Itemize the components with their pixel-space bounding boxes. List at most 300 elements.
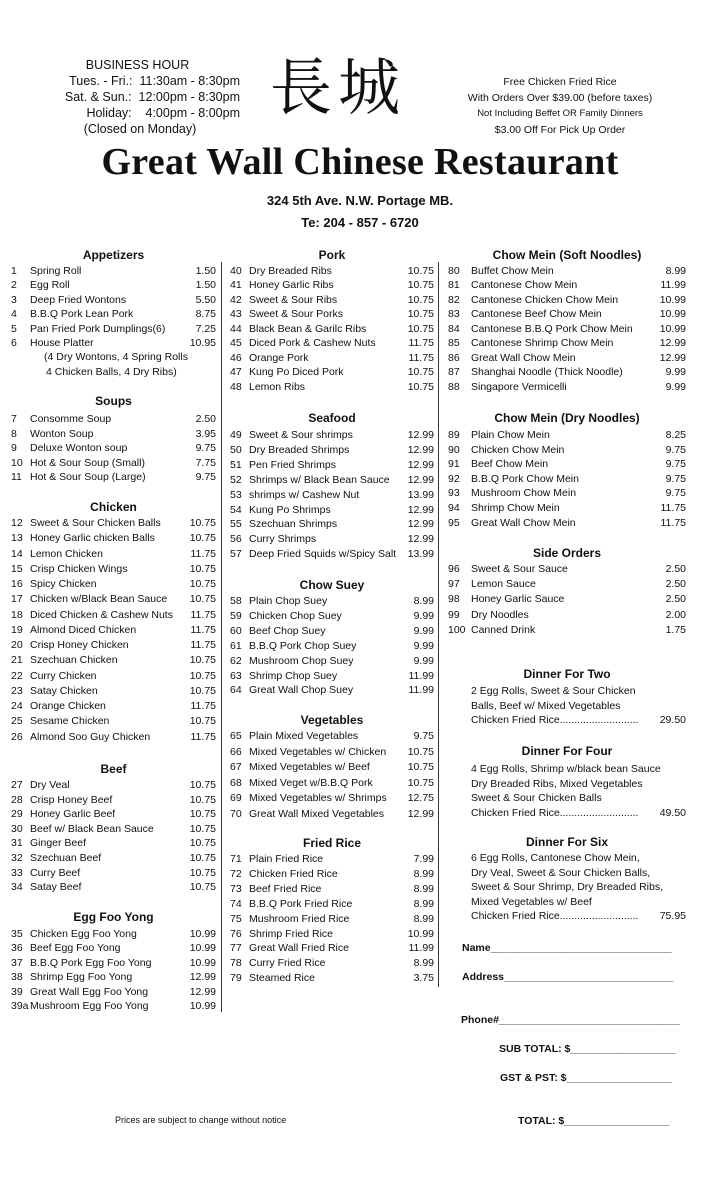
item-price: 10.75 [189, 684, 216, 697]
item-number: 68 [230, 776, 242, 789]
item-number: 98 [448, 593, 460, 606]
item-number: 81 [448, 279, 460, 292]
item-price: 10.75 [407, 380, 434, 393]
item-name: Chicken Egg Foo Yong [30, 928, 137, 940]
menu-item [230, 776, 434, 790]
menu-item [448, 516, 686, 530]
section-heading: Vegetables [300, 713, 364, 727]
tax-field[interactable]: GST & PST: $__________________ [500, 1072, 672, 1084]
item-number: 37 [11, 956, 23, 969]
item-name: Lemon Sauce [471, 578, 536, 591]
item-name: Satay Beef [30, 881, 82, 894]
menu-item [11, 730, 216, 744]
item-name: Mushroom Chop Suey [249, 654, 354, 667]
item-price: 11.75 [190, 730, 216, 743]
item-name: B.B.Q Pork Chop Suey [249, 639, 357, 652]
item-price: 10.75 [189, 837, 216, 850]
item-name: Steamed Rice [249, 972, 315, 985]
item-price: 11.99 [408, 669, 434, 682]
item-price: 9.75 [665, 458, 686, 471]
item-price: 8.99 [413, 867, 434, 880]
item-price: 12.99 [407, 518, 434, 531]
section-heading: Side Orders [532, 546, 602, 560]
total-field[interactable]: TOTAL: $__________________ [518, 1115, 670, 1127]
item-name: Lemon Ribs [249, 380, 306, 393]
item-number: 100 [448, 623, 466, 636]
item-name: Crisp Honey Chicken [30, 639, 129, 651]
item-name: Szechuan Beef [30, 852, 102, 864]
item-price: 10.75 [189, 808, 216, 821]
menu-item [230, 473, 434, 487]
item-name: Plain Chop Suey [249, 595, 328, 607]
item-name: Deep Fried Squids w/Spicy Salt [249, 548, 397, 561]
menu-item [230, 443, 434, 457]
item-price: 10.95 [189, 337, 216, 349]
item-price: 2.50 [665, 563, 686, 575]
menu-item [230, 941, 434, 955]
item-number: 36 [11, 942, 23, 955]
menu-item [11, 322, 216, 336]
item-name: Curry Fried Rice [249, 957, 326, 970]
item-name: Great Wall Egg Foo Yong [30, 985, 149, 998]
dinner-price: 75.95 [659, 910, 686, 922]
item-name: Ginger Beef [30, 837, 87, 850]
item-price: 5.50 [195, 293, 216, 306]
item-number: 51 [230, 458, 242, 471]
menu-item [11, 669, 216, 683]
dinner-line: 2 Egg Rolls, Sweet & Sour Chicken [471, 685, 636, 697]
menu-item [11, 999, 216, 1013]
menu-item [230, 791, 434, 805]
menu-item [11, 985, 216, 999]
item-number: 29 [11, 808, 23, 821]
item-price: 9.75 [195, 471, 216, 484]
item-price: 8.99 [413, 897, 434, 910]
item-price: 9.75 [665, 472, 686, 485]
dinner-heading: Dinner For Two [523, 667, 611, 681]
menu-item [11, 941, 216, 955]
dinner-line: Balls, Beef w/ Mixed Vegetables [471, 699, 621, 712]
item-price: 9.75 [665, 443, 686, 456]
item-number: 63 [230, 669, 242, 682]
item-number: 58 [230, 595, 242, 607]
menu-item [11, 714, 216, 728]
item-name: Honey Garlic Beef [30, 808, 116, 821]
item-name: Spring Roll [30, 265, 82, 277]
menu-item [448, 278, 686, 292]
dinner-line: 4 Egg Rolls, Shrimp w/black bean Sauce [471, 763, 661, 775]
item-name: Szechuan Chicken [30, 654, 118, 667]
item-name: Mushroom Chow Mein [471, 487, 577, 500]
section-heading: Seafood [308, 411, 356, 425]
item-price: 11.75 [190, 639, 216, 651]
menu-item [11, 470, 216, 484]
item-name: Egg Roll [30, 279, 70, 292]
item-price: 10.99 [659, 308, 686, 321]
item-name: Sweet & Sour Sauce [471, 563, 568, 575]
item-price: 10.99 [189, 1000, 216, 1013]
item-price: 8.99 [413, 912, 434, 925]
item-name: Crisp Chicken Wings [30, 562, 128, 575]
item-note: (4 Dry Wontons, 4 Spring Rolls [44, 351, 188, 363]
item-name: Dry Veal [30, 779, 70, 791]
item-name: Mushroom Fried Rice [249, 912, 350, 925]
item-name: Deep Fried Wontons [30, 293, 127, 306]
item-name: Wonton Soup [30, 427, 94, 440]
item-number: 10 [11, 456, 23, 469]
item-number: 90 [448, 443, 460, 456]
dinner-description [471, 684, 686, 728]
item-name: Lemon Chicken [30, 547, 103, 560]
item-price: 10.99 [189, 956, 216, 969]
item-name: Shrimps w/ Black Bean Sauce [249, 473, 390, 486]
menu-item [230, 458, 434, 472]
address-field[interactable]: Address_____________________________ [462, 971, 674, 983]
item-price: 10.75 [189, 866, 216, 879]
menu-item [448, 365, 686, 379]
dinner-line: Sweet & Sour Chicken Balls [471, 792, 602, 804]
column-divider [438, 262, 439, 987]
item-number: 69 [230, 792, 242, 804]
item-number: 21 [11, 654, 23, 667]
menu-item [230, 654, 434, 668]
item-price: 10.99 [659, 293, 686, 306]
item-number: 84 [448, 322, 460, 335]
item-name: Mushroom Egg Foo Yong [30, 1000, 149, 1013]
menu-item [11, 608, 216, 622]
item-price: 10.75 [189, 562, 216, 575]
item-price: 12.75 [407, 792, 434, 804]
item-number: 18 [11, 608, 23, 621]
item-name: Sweet & Sour Ribs [249, 293, 338, 306]
dinner-line: Chicken Fried Rice........................... 49.50 [471, 806, 686, 819]
item-number: 6 [11, 337, 17, 349]
section-heading: Chicken [90, 500, 137, 514]
item-number: 66 [230, 745, 242, 758]
item-name: Beef Chow Mein [471, 458, 549, 471]
item-number: 96 [448, 563, 460, 575]
section-heading: Chow Mein (Dry Noodles) [494, 411, 640, 425]
menu-item [11, 778, 216, 792]
item-number: 15 [11, 562, 23, 575]
menu-item [230, 307, 434, 321]
item-number: 94 [448, 502, 460, 514]
menu-item [230, 912, 434, 926]
item-price: 10.75 [189, 578, 216, 590]
menu-item [11, 851, 216, 865]
item-name: Satay Chicken [30, 684, 98, 697]
item-price: 7.99 [413, 853, 434, 865]
item-name: Honey Garlic chicken Balls [30, 532, 155, 545]
item-price: 9.99 [665, 366, 686, 379]
menu-item [230, 532, 434, 546]
section-heading: Egg Foo Yong [73, 910, 154, 924]
item-name: Great Wall Mixed Vegetables [249, 807, 385, 820]
section-heading: Chow Suey [299, 578, 365, 592]
item-price: 13.99 [407, 488, 434, 501]
menu-item [448, 501, 686, 515]
dinner-description [471, 851, 686, 924]
menu-item [230, 867, 434, 881]
promo-line: Not Including Beffet OR Family Dinners [477, 108, 643, 119]
menu-item [11, 531, 216, 545]
name-field[interactable]: Name_______________________________ [462, 942, 672, 954]
section-heading: Chow Mein (Soft Noodles) [492, 248, 642, 262]
item-number: 86 [448, 351, 460, 364]
hours-closed: (Closed on Monday) [83, 122, 197, 136]
item-name: Dry Noodles [471, 608, 529, 621]
menu-item [448, 443, 686, 457]
menu-item [11, 547, 216, 561]
item-price: 1.75 [665, 623, 686, 636]
menu-item [230, 547, 434, 561]
item-price: 10.75 [189, 793, 216, 806]
item-number: 27 [11, 779, 23, 791]
hours-line: Tues. - Fri.: 11:30am - 8:30pm [69, 74, 240, 88]
item-number: 48 [230, 380, 242, 393]
item-name: B.B.Q Pork Egg Foo Yong [30, 956, 152, 969]
item-number: 12 [11, 517, 23, 529]
item-name: Chicken w/Black Bean Sauce [30, 593, 168, 606]
menu-item [11, 927, 216, 941]
item-price: 1.50 [195, 265, 216, 277]
restaurant-phone: Te: 204 - 857 - 6720 [301, 215, 419, 230]
item-number: 62 [230, 654, 242, 667]
menu-item [448, 608, 686, 622]
item-name: Chicken Fried Rice [249, 867, 338, 880]
item-name: Shrimp Chow Mein [471, 502, 560, 514]
item-name: House Platter [30, 337, 94, 349]
item-number: 49 [230, 429, 242, 441]
item-price: 13.99 [407, 548, 434, 561]
section-heading: Appetizers [82, 248, 145, 262]
item-price: 10.99 [189, 928, 216, 940]
item-number: 87 [448, 366, 460, 379]
item-number: 91 [448, 458, 460, 471]
menu-item [230, 971, 434, 985]
item-price: 11.75 [660, 502, 686, 514]
item-name: Cantonese Chicken Chow Mein [471, 293, 619, 306]
section-heading: Fried Rice [302, 836, 362, 850]
item-price: 10.99 [189, 942, 216, 955]
menu-item [11, 264, 216, 278]
menu-item [11, 684, 216, 698]
item-number: 82 [448, 293, 460, 306]
item-number: 71 [230, 853, 242, 865]
item-number: 26 [11, 730, 23, 743]
dinner-line: Chicken Fried Rice........................... 75.95 [471, 910, 686, 922]
item-name: Chicken Chop Suey [249, 609, 342, 622]
item-price: 12.99 [189, 971, 216, 984]
dinner-line: Chicken Fried Rice........................... 29.50 [471, 714, 686, 726]
menu-item [448, 428, 686, 442]
item-price: 11.75 [408, 351, 434, 364]
item-name: B.B.Q Pork Lean Pork [30, 308, 134, 321]
item-number: 80 [448, 265, 460, 277]
item-price: 12.99 [189, 985, 216, 998]
item-price: 11.75 [190, 623, 216, 636]
menu-item [11, 793, 216, 807]
menu-item [230, 365, 434, 379]
item-number: 65 [230, 730, 242, 742]
item-price: 10.75 [189, 881, 216, 894]
item-name: Orange Pork [249, 351, 309, 364]
menu-item [11, 336, 216, 350]
item-name: Singapore Vermicelli [471, 380, 567, 393]
item-number: 38 [11, 971, 23, 984]
item-number: 79 [230, 972, 242, 985]
item-name: Plain Mixed Vegetables [249, 730, 359, 742]
menu-item [11, 562, 216, 576]
menu-item [230, 882, 434, 896]
item-name: Cantonese B.B.Q Pork Chow Mein [471, 322, 633, 335]
item-name: Dry Breaded Shrimps [249, 443, 350, 456]
menu-item [230, 594, 434, 608]
item-number: 55 [230, 518, 242, 531]
item-name: Shrimp Chop Suey [249, 669, 338, 682]
item-price: 12.99 [407, 503, 434, 516]
item-number: 57 [230, 548, 242, 561]
item-number: 11 [11, 471, 22, 484]
item-price: 11.99 [408, 942, 434, 955]
item-price: 9.99 [413, 654, 434, 667]
item-number: 83 [448, 308, 460, 321]
phone-field[interactable]: Phone#_______________________________ [461, 1014, 680, 1026]
item-name: Curry Beef [30, 866, 81, 879]
dinner-price: 49.50 [659, 806, 686, 819]
item-name: Mixed Vegetables w/ Beef [249, 761, 370, 773]
promo-line: $3.00 Off For Pick Up Order [494, 124, 626, 136]
item-price: 10.75 [189, 822, 216, 835]
item-price: 11.75 [190, 700, 216, 712]
item-number: 8 [11, 427, 17, 440]
item-price: 11.75 [408, 337, 434, 350]
item-price: 11.75 [190, 608, 216, 621]
menu-item [230, 624, 434, 638]
item-name: Beef w/ Black Bean Sauce [30, 822, 154, 835]
item-price: 10.75 [407, 745, 434, 758]
item-price: 10.75 [189, 654, 216, 667]
menu-item [11, 307, 216, 321]
menu-item [11, 638, 216, 652]
item-name: Cantonese Shrimp Chow Mein [471, 337, 614, 350]
item-name: Shrimp Fried Rice [249, 927, 334, 940]
item-price: 7.25 [195, 322, 216, 335]
menu-item [448, 322, 686, 336]
item-note: 4 Chicken Balls, 4 Dry Ribs) [46, 365, 177, 378]
promo-box [455, 74, 665, 138]
item-price: 12.99 [407, 429, 434, 441]
hours-line: Holiday: 4:00pm - 8:00pm [86, 106, 240, 120]
item-name: Crisp Honey Beef [30, 793, 113, 806]
item-number: 16 [11, 578, 23, 590]
menu-item [448, 457, 686, 471]
item-number: 33 [11, 866, 23, 879]
item-price: 3.75 [413, 972, 434, 985]
item-price: 12.99 [407, 458, 434, 471]
item-name: B.B.Q Pork Chow Mein [471, 472, 579, 485]
item-name: Sweet & Sour shrimps [249, 429, 353, 441]
item-name: Cantonese Chow Mein [471, 279, 578, 292]
menu-item [230, 322, 434, 336]
item-name: Kung Po Shrimps [249, 503, 331, 516]
item-number: 64 [230, 684, 242, 697]
item-number: 30 [11, 822, 23, 835]
item-name: Sesame Chicken [30, 715, 110, 728]
item-price: 2.50 [665, 578, 686, 591]
item-number: 34 [11, 881, 23, 894]
item-name: Sweet & Sour Chicken Balls [30, 517, 161, 529]
menu-item [448, 623, 686, 637]
item-name: Great Wall Fried Rice [249, 942, 349, 955]
footer-note: Prices are subject to change without notice [115, 1115, 287, 1125]
menu-item [448, 336, 686, 350]
item-number: 13 [11, 532, 23, 545]
hours-line: Sat. & Sun.: 12:00pm - 8:30pm [64, 90, 240, 104]
menu-item [230, 428, 434, 442]
item-number: 46 [230, 351, 242, 364]
item-price: 9.99 [413, 624, 434, 637]
item-name: Black Bean & Garilc Ribs [249, 322, 367, 335]
item-number: 56 [230, 533, 242, 546]
menu-item [230, 639, 434, 653]
item-name: Szechuan Shrimps [249, 518, 338, 531]
item-number: 3 [11, 293, 17, 306]
item-name: Mixed Vegetables w/ Chicken [249, 745, 387, 758]
item-price: 10.99 [659, 322, 686, 335]
item-number: 40 [230, 265, 242, 277]
menu-item [11, 592, 216, 606]
item-price: 1.50 [195, 279, 216, 292]
item-number: 92 [448, 472, 460, 485]
dinner-line: Sweet & Sour Shrimp, Dry Breaded Ribs, [471, 881, 663, 893]
item-price: 10.75 [407, 279, 434, 292]
subtotal-field[interactable]: SUB TOTAL: $__________________ [499, 1043, 676, 1055]
item-number: 43 [230, 308, 242, 321]
menu-item [11, 441, 216, 455]
menu-item [11, 970, 216, 984]
menu-item [230, 760, 434, 774]
item-price: 10.75 [189, 593, 216, 606]
dinner-price: 29.50 [659, 714, 686, 726]
item-number: 95 [448, 516, 460, 529]
item-price: 11.99 [660, 279, 686, 292]
menu-item [11, 623, 216, 637]
item-name: Hot & Sour Soup (Small) [30, 456, 145, 469]
item-price: 12.99 [407, 533, 434, 546]
item-name: B.B.Q Pork Fried Rice [249, 897, 353, 910]
menu-item [11, 577, 216, 591]
dinner-line: Mixed Vegetables w/ Beef [471, 895, 592, 908]
item-number: 7 [11, 413, 17, 425]
item-number: 77 [230, 942, 242, 955]
item-name: Mixed Veget w/B.B.Q Pork [249, 776, 373, 789]
hours-title: BUSINESS HOUR [85, 58, 190, 72]
menu-item [230, 609, 434, 623]
item-price: 10.75 [407, 366, 434, 379]
menu-item [230, 293, 434, 307]
item-number: 61 [230, 639, 242, 652]
item-number: 75 [230, 912, 242, 925]
item-price: 8.99 [413, 882, 434, 895]
item-number: 53 [230, 488, 242, 501]
item-name: Shrimp Egg Foo Yong [30, 971, 133, 984]
item-price: 9.99 [413, 639, 434, 652]
item-price: 10.75 [407, 776, 434, 789]
menu-item [230, 927, 434, 941]
item-number: 22 [11, 669, 23, 682]
item-price: 10.75 [189, 715, 216, 728]
